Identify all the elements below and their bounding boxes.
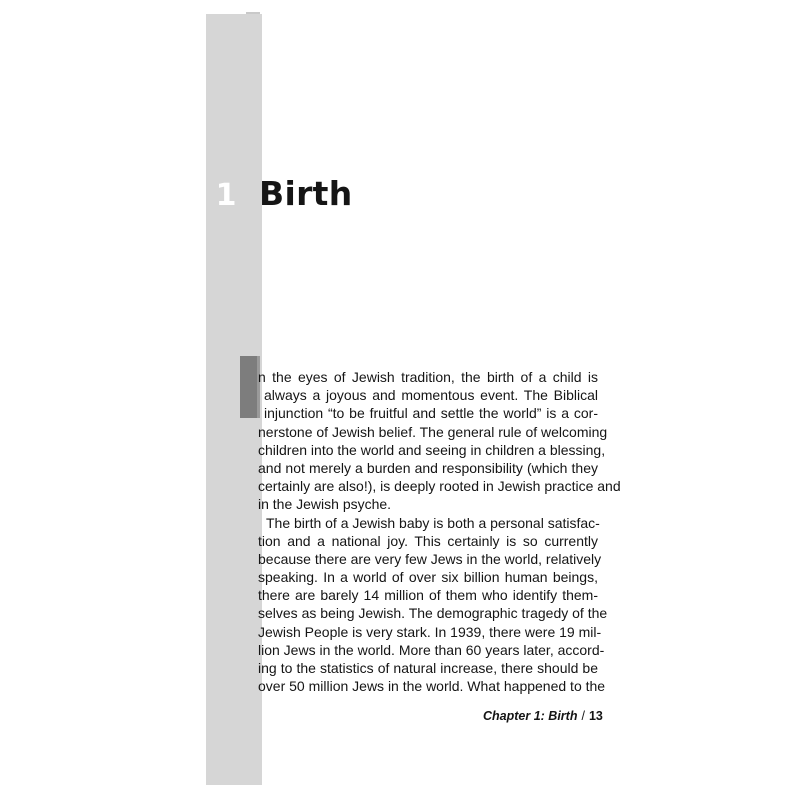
drop-cap-bar — [240, 356, 260, 418]
text-line: injunction “to be fruitful and settle the world” is a cor- — [264, 405, 598, 422]
chapter-title: Birth — [259, 174, 353, 213]
text-line: selves as being Jewish. The demographic tragedy of the — [258, 605, 608, 622]
body-text — [258, 368, 621, 695]
text-line: certainly are also!), is deeply rooted in Jewish practice and — [258, 478, 621, 495]
text-line: nerstone of Jewish belief. The general rule of welcoming — [258, 423, 608, 440]
running-footer-chapter: Chapter 1: Birth — [483, 709, 578, 723]
text-line: because there are very few Jews in the world, relatively — [258, 550, 602, 567]
text-line: always a joyous and momentous event. The Biblical — [264, 387, 598, 404]
text-line: over 50 million Jews in the world. What happened to the — [258, 678, 606, 695]
text-line: ing to the statistics of natural increase, there should be — [258, 660, 598, 676]
text-line: in the Jewish psyche. — [258, 496, 392, 513]
page-number: 13 — [588, 709, 603, 723]
margin-band-notch — [246, 12, 260, 14]
page-footer — [483, 709, 603, 723]
text-line: Jewish People is very stark. In 1939, there were 19 mil- — [258, 623, 602, 640]
text-line: speaking. In a world of over six billion human beings, — [258, 569, 598, 586]
text-line: lion Jews in the world. More than 60 years later, accord- — [258, 641, 605, 658]
text-line: there are barely 14 million of them who identify them- — [258, 587, 598, 604]
text-line: and not merely a burden and responsibility (which they — [258, 459, 598, 476]
text-line: children into the world and seeing in children a blessing, — [258, 441, 606, 458]
text-line: tion and a national joy. This certainly is so currently — [258, 532, 598, 549]
text-line: n the eyes of Jewish tradition, the birth of a child is — [258, 369, 598, 385]
chapter-number: 1 — [215, 178, 237, 213]
text-line: The birth of a Jewish baby is both a personal satisfac- — [266, 514, 600, 531]
footer-separator: / — [581, 709, 585, 723]
